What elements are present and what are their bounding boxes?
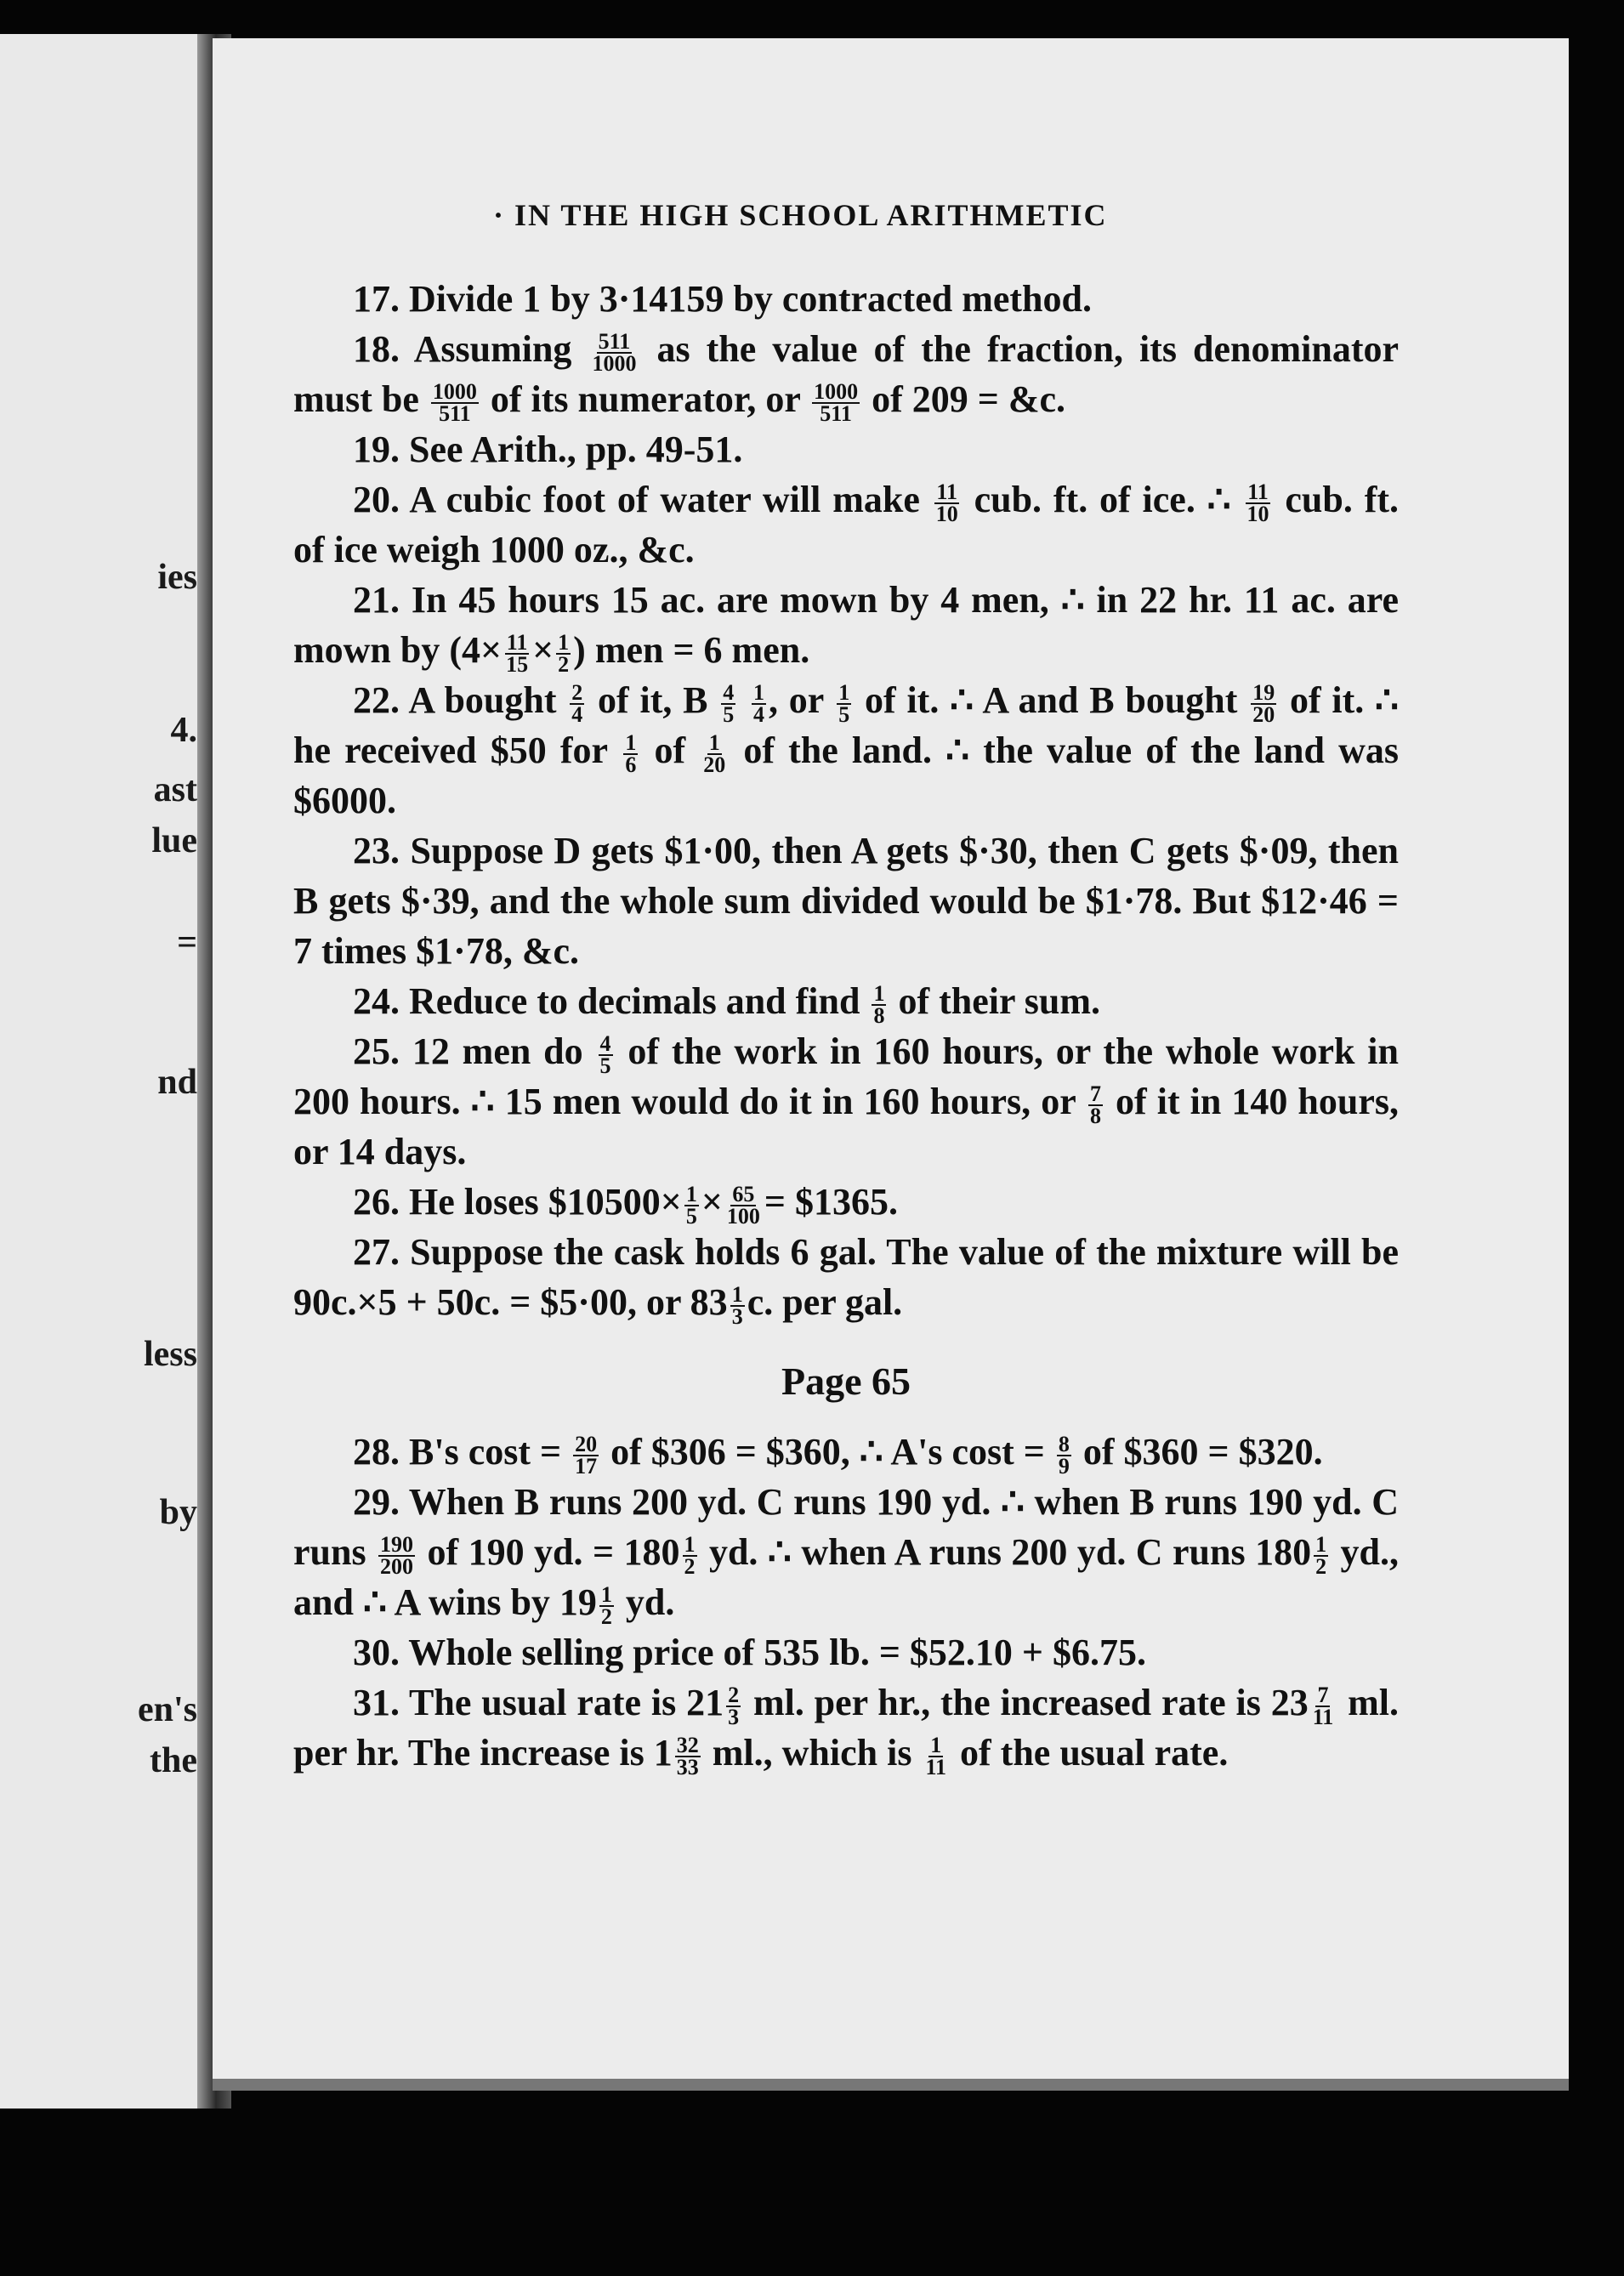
- fraction: $\frac{11}{15}$: [506, 629, 529, 677]
- fraction: $\frac{1000}{511}$: [814, 378, 859, 426]
- answer-27: 27. Suppose the cask holds 6 gal. The value of the mixture will be 90c.×5 + 50c. = $5·00, or 83 $\frac{1}{3}$ c. per gal.: [293, 1231, 1399, 1329]
- fraction: $\frac{1}{5}$: [685, 1181, 697, 1229]
- answer-30: 30. Whole selling price of 535 lb. = $52.10 + $6.75.: [353, 1632, 1147, 1673]
- fraction: $\frac{7}{8}$: [1090, 1081, 1101, 1128]
- fraction: $\frac{1}{20}$: [703, 729, 726, 777]
- fraction: $\frac{65}{100}$: [726, 1181, 760, 1229]
- answer-31: 31. The usual rate is 21 $\frac{2}{3}$ ml. per hr., the increased rate is 23 $\frac{7}{11}$ ml. per hr. The increase is 1 $\frac{32}{33}$ ml., which is $\frac{1}{11}$ of the usual rate.: [293, 1682, 1400, 1779]
- fraction: $\frac{7}{11}$: [1312, 1682, 1334, 1729]
- fraction: $\frac{1000}{511}$: [432, 378, 477, 426]
- answer-28: 28. B's cost = $\frac{20}{17}$ of $306 = $360, ∴ A's cost = $\frac{8}{9}$ of $360 = $320.: [353, 1431, 1323, 1479]
- left-page-fragment: ies: [157, 558, 197, 597]
- left-page-fragment: lue: [151, 821, 197, 860]
- answer-26: 26. He loses $10500× $\frac{1}{5}$ × $\frac{65}{100}$ = $1365.: [353, 1181, 898, 1229]
- fraction: $\frac{2}{3}$: [728, 1682, 740, 1729]
- fraction: $\frac{1}{8}$: [873, 980, 885, 1028]
- page-edge: [213, 2079, 1569, 2091]
- fraction: $\frac{20}{17}$: [575, 1431, 598, 1479]
- answer-29: 29. When B runs 200 yd. C runs 190 yd. ∴ when B runs 190 yd. C runs $\frac{190}{200}$ of 190 yd. = 180 $\frac{1}{2}$ yd. ∴ when A runs 200 yd. C runs 180 $\frac{1}{2}$ yd., and ∴ A wins by 19 $\frac{1}{2}$ yd.: [293, 1481, 1400, 1629]
- fraction: $\frac{4}{5}$: [723, 679, 735, 727]
- left-page-fragment: by: [159, 1493, 197, 1532]
- fraction: $\frac{8}{9}$: [1058, 1431, 1070, 1479]
- answer-23: 23. Suppose D gets $1·00, then A gets $·30, then C gets $·09, then B gets $·39, and the whole sum divided would be $1·78. But $12·46 = 7 times $1·78, &c.: [293, 830, 1399, 972]
- answer-25: 25. 12 men do $\frac{4}{5}$ of the work in 160 hours, or the whole work in 200 hours. ∴ 15 men would do it in 160 hours, or $\frac{7}{8}$ of it in 140 hours, or 14 days.: [293, 1030, 1400, 1172]
- answer-text: [293, 274, 1399, 1778]
- fraction: $\frac{11}{10}$: [935, 479, 958, 526]
- fraction: $\frac{1}{5}$: [838, 679, 850, 727]
- left-page-fragment: 4.: [170, 711, 197, 750]
- fraction: $\frac{1}{6}$: [625, 729, 637, 777]
- left-page-fragment: =: [177, 923, 197, 962]
- fraction: $\frac{11}{10}$: [1246, 479, 1269, 526]
- fraction: $\frac{2}{4}$: [571, 679, 583, 727]
- left-page: [0, 34, 197, 2109]
- answer-22: 22. A bought $\frac{2}{4}$ of it, B $\frac{4}{5}$ $\frac{1}{4}$ , or $\frac{1}{5}$ of it. ∴ A and B bought $\frac{19}{20}$ of it. ∴ he received $50 for $\frac{1}{6}$ of $\frac{1}{20}$ of the land. ∴ the value of the land was $6000.: [293, 679, 1400, 821]
- fraction: $\frac{190}{200}$: [380, 1531, 414, 1579]
- answer-21: 21. In 45 hours 15 ac. are mown by 4 men, ∴ in 22 hr. 11 ac. are mown by (4× $\frac{11}{15}$ × $\frac{1}{2}$ ) men = 6 men.: [293, 579, 1399, 677]
- fraction: $\frac{1}{3}$: [731, 1281, 743, 1329]
- fraction: $\frac{1}{11}$: [925, 1732, 947, 1779]
- fraction: $\frac{511}{1000}$: [592, 328, 637, 376]
- left-page-fragment: the: [150, 1741, 197, 1780]
- left-page-fragment: en's: [137, 1690, 197, 1729]
- fraction: $\frac{1}{4}$: [753, 679, 764, 727]
- answer-24: 24. Reduce to decimals and find $\frac{1}{8}$ of their sum.: [353, 980, 1100, 1028]
- answer-20: 20. A cubic foot of water will make $\frac{11}{10}$ cub. ft. of ice. ∴ $\frac{11}{10}$ cub. ft. of ice weigh 1000 oz., &c.: [293, 479, 1400, 570]
- fraction: $\frac{1}{2}$: [558, 629, 570, 677]
- page-heading: Page 65: [781, 1359, 911, 1403]
- fraction: $\frac{1}{2}$: [600, 1581, 612, 1629]
- left-page-fragment: nd: [157, 1063, 197, 1102]
- fraction: $\frac{4}{5}$: [599, 1030, 611, 1078]
- left-page-fragment: less: [144, 1335, 197, 1374]
- fraction: $\frac{32}{33}$: [676, 1732, 699, 1779]
- answer-17: 17. Divide 1 by 3·14159 by contracted method.: [353, 278, 1092, 320]
- running-header: · IN THE HIGH SCHOOL ARITHMETIC: [493, 198, 1108, 232]
- fraction: $\frac{19}{20}$: [1252, 679, 1275, 727]
- answer-19: 19. See Arith., pp. 49-51.: [353, 429, 743, 470]
- fraction: $\frac{1}{2}$: [684, 1531, 696, 1579]
- fraction: $\frac{1}{2}$: [1315, 1531, 1327, 1579]
- answer-18: 18. Assuming $\frac{511}{1000}$ as the value of the fraction, its denominator must be $\frac{1000}{511}$ of its numerator, or $\frac{1000}{511}$ of 209 = &c.: [293, 328, 1400, 426]
- left-page-fragment: ast: [153, 770, 197, 809]
